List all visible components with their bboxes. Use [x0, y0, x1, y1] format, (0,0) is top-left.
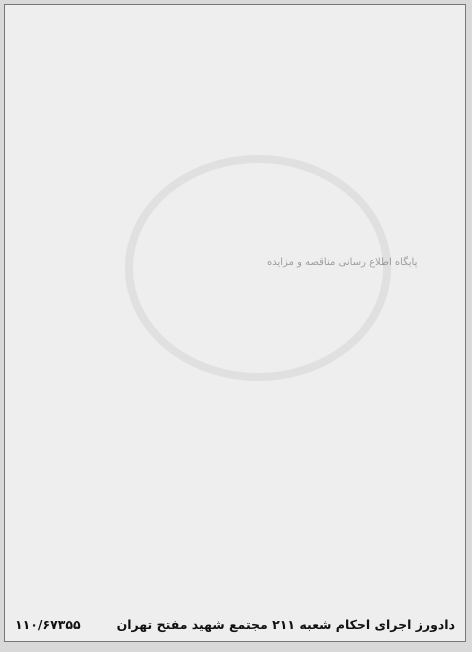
- body-line: [15, 80, 455, 102]
- body-line: [15, 58, 455, 80]
- notice-body: [15, 13, 455, 615]
- notice-footer: [15, 613, 455, 635]
- auction-notice: [4, 4, 466, 642]
- body-line: [15, 236, 455, 258]
- body-line: [15, 370, 455, 392]
- body-line: [15, 414, 455, 436]
- body-line: [15, 481, 455, 503]
- signature-line: دادورز اجرای احکام شعبه ۲۱۱ مجتمع شهید مفتح تهران: [116, 616, 455, 632]
- body-line: [15, 570, 455, 592]
- body-line: [15, 504, 455, 526]
- body-line: [15, 548, 455, 570]
- body-line: [15, 325, 455, 347]
- body-line: [15, 258, 455, 280]
- body-line: [15, 13, 455, 35]
- body-line: [15, 303, 455, 325]
- body-line: [15, 437, 455, 459]
- body-line: [15, 593, 455, 615]
- body-line: [15, 102, 455, 124]
- body-line: [15, 169, 455, 191]
- body-line: [15, 392, 455, 414]
- body-line: [15, 526, 455, 548]
- body-line: [15, 281, 455, 303]
- body-line: [15, 35, 455, 57]
- reference-number: ۱۱۰/۶۷۳۵۵: [15, 616, 81, 632]
- watermark-label: پایگاه اطلاع رسانی مناقصه و مزایده: [267, 257, 418, 268]
- body-line: [15, 147, 455, 169]
- body-line: [15, 347, 455, 369]
- body-line: [15, 124, 455, 146]
- body-line: [15, 191, 455, 213]
- body-line: [15, 214, 455, 236]
- body-line: [15, 459, 455, 481]
